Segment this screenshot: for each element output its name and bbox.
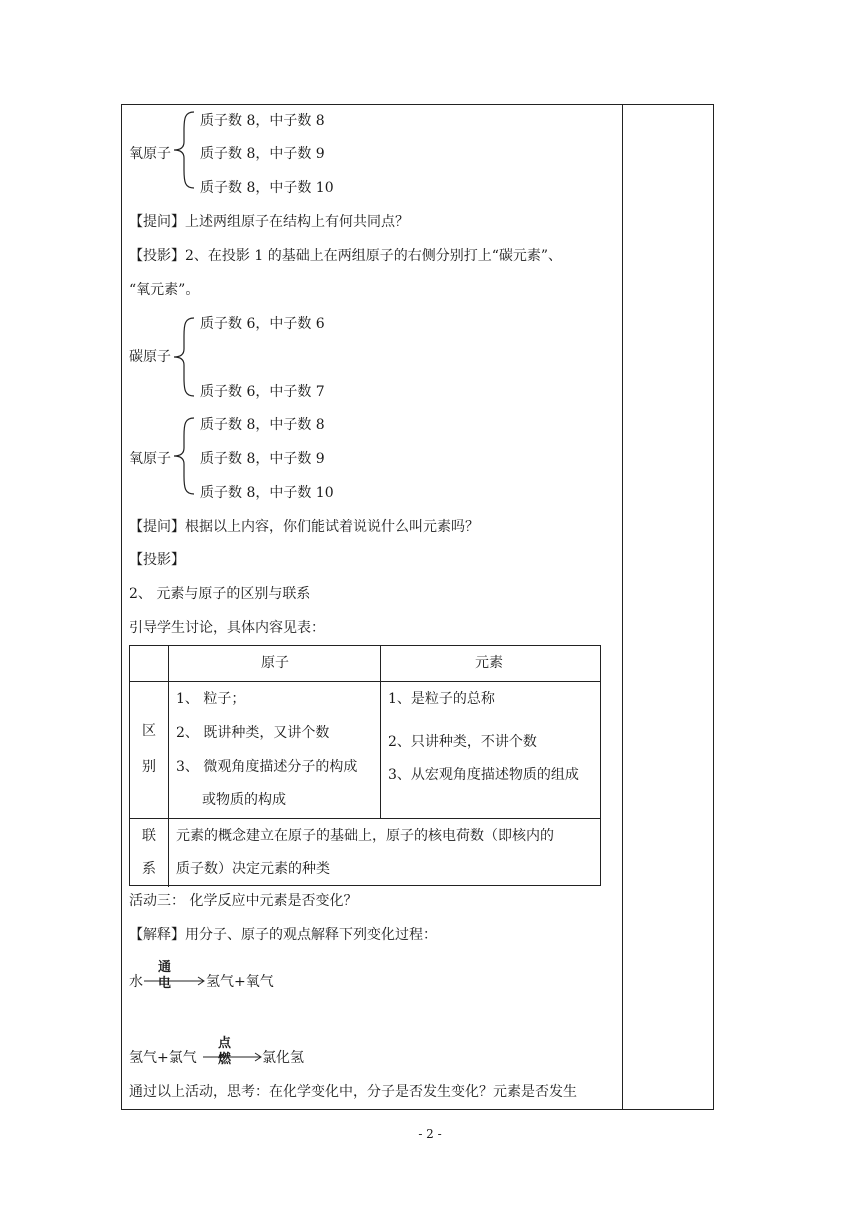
page-number: - 2 - xyxy=(418,1127,442,1141)
oxygen-atom-label: 氧原子 xyxy=(129,146,171,162)
atom-point-3-cont: 或物质的构成 xyxy=(202,792,286,808)
reaction-2-product: 氯化氢 xyxy=(262,1050,304,1066)
reaction-2-reactants: 氢气+氯气 xyxy=(129,1050,197,1066)
header-atom: 原子 xyxy=(261,655,289,671)
activity-3-title: 活动三： 化学反应中元素是否变化？ xyxy=(129,893,358,909)
left-brace-icon xyxy=(172,316,198,398)
atom-point-3: 3、 微观角度描述分子的构成 xyxy=(176,759,358,775)
carbon-atom-label: 碳原子 xyxy=(129,349,171,365)
element-point-2: 2、只讲种类，不讲个数 xyxy=(388,734,537,750)
think-text: 通过以上活动，思考：在化学变化中，分子是否发生变化？元素是否发生 xyxy=(129,1084,577,1100)
oxygen-isotope-3: 质子数 8，中子数 10 xyxy=(200,485,334,501)
projection-2-line-1: 【投影】2、在投影 1 的基础上在两组原子的右侧分别打上“碳元素”、 xyxy=(129,248,563,264)
relation-label: 系 xyxy=(142,861,156,877)
arrow-right-icon xyxy=(203,1052,263,1062)
difference-label: 别 xyxy=(142,759,156,775)
reaction-1-reactant: 水 xyxy=(129,974,143,990)
carbon-isotope-1: 质子数 6，中子数 6 xyxy=(200,316,325,332)
column-divider xyxy=(622,105,623,1109)
carbon-isotope-2: 质子数 6，中子数 7 xyxy=(200,384,325,400)
oxygen-isotope-1: 质子数 8，中子数 8 xyxy=(200,417,325,433)
oxygen-isotope-1: 质子数 8，中子数 8 xyxy=(200,113,325,129)
difference-label: 区 xyxy=(142,723,156,739)
atom-point-2: 2、 既讲种类，又讲个数 xyxy=(176,725,330,741)
left-brace-icon xyxy=(172,416,198,496)
question-define-element: 【提问】根据以上内容，你们能试着说说什么叫元素吗？ xyxy=(129,519,479,535)
guide-text: 引导学生讨论，具体内容见表： xyxy=(129,620,325,636)
reaction-2-condition: 点燃 xyxy=(218,1036,232,1067)
reaction-1-products: 氢气+氧气 xyxy=(206,974,274,990)
element-point-1: 1、是粒子的总称 xyxy=(388,691,495,707)
relation-text-line-2: 质子数）决定元素的种类 xyxy=(176,861,330,877)
oxygen-isotope-2: 质子数 8，中子数 9 xyxy=(200,146,325,162)
atom-element-comparison-table xyxy=(129,645,601,886)
relation-text-line-1: 元素的概念建立在原子的基础上，原子的核电荷数（即核内的 xyxy=(176,828,554,844)
reaction-1-condition: 通电 xyxy=(158,960,172,991)
atom-point-1: 1、 粒子； xyxy=(176,691,246,707)
oxygen-isotope-3: 质子数 8，中子数 10 xyxy=(200,180,334,196)
arrow-right-icon xyxy=(144,976,206,986)
projection-2-line-2: “氧元素”。 xyxy=(129,282,200,298)
explain-text: 【解释】用分子、原子的观点解释下列变化过程： xyxy=(129,927,437,943)
oxygen-isotope-2: 质子数 8，中子数 9 xyxy=(200,451,325,467)
question-common-structure: 【提问】上述两组原子在结构上有何共同点？ xyxy=(129,214,409,230)
relation-label: 联 xyxy=(142,828,156,844)
header-element: 元素 xyxy=(475,655,503,671)
left-brace-icon xyxy=(172,110,198,190)
projection-label: 【投影】 xyxy=(129,552,185,568)
section-2-title: 2、 元素与原子的区别与联系 xyxy=(129,586,311,602)
element-point-3: 3、从宏观角度描述物质的组成 xyxy=(388,767,579,783)
oxygen-atom-label: 氧原子 xyxy=(129,451,171,467)
